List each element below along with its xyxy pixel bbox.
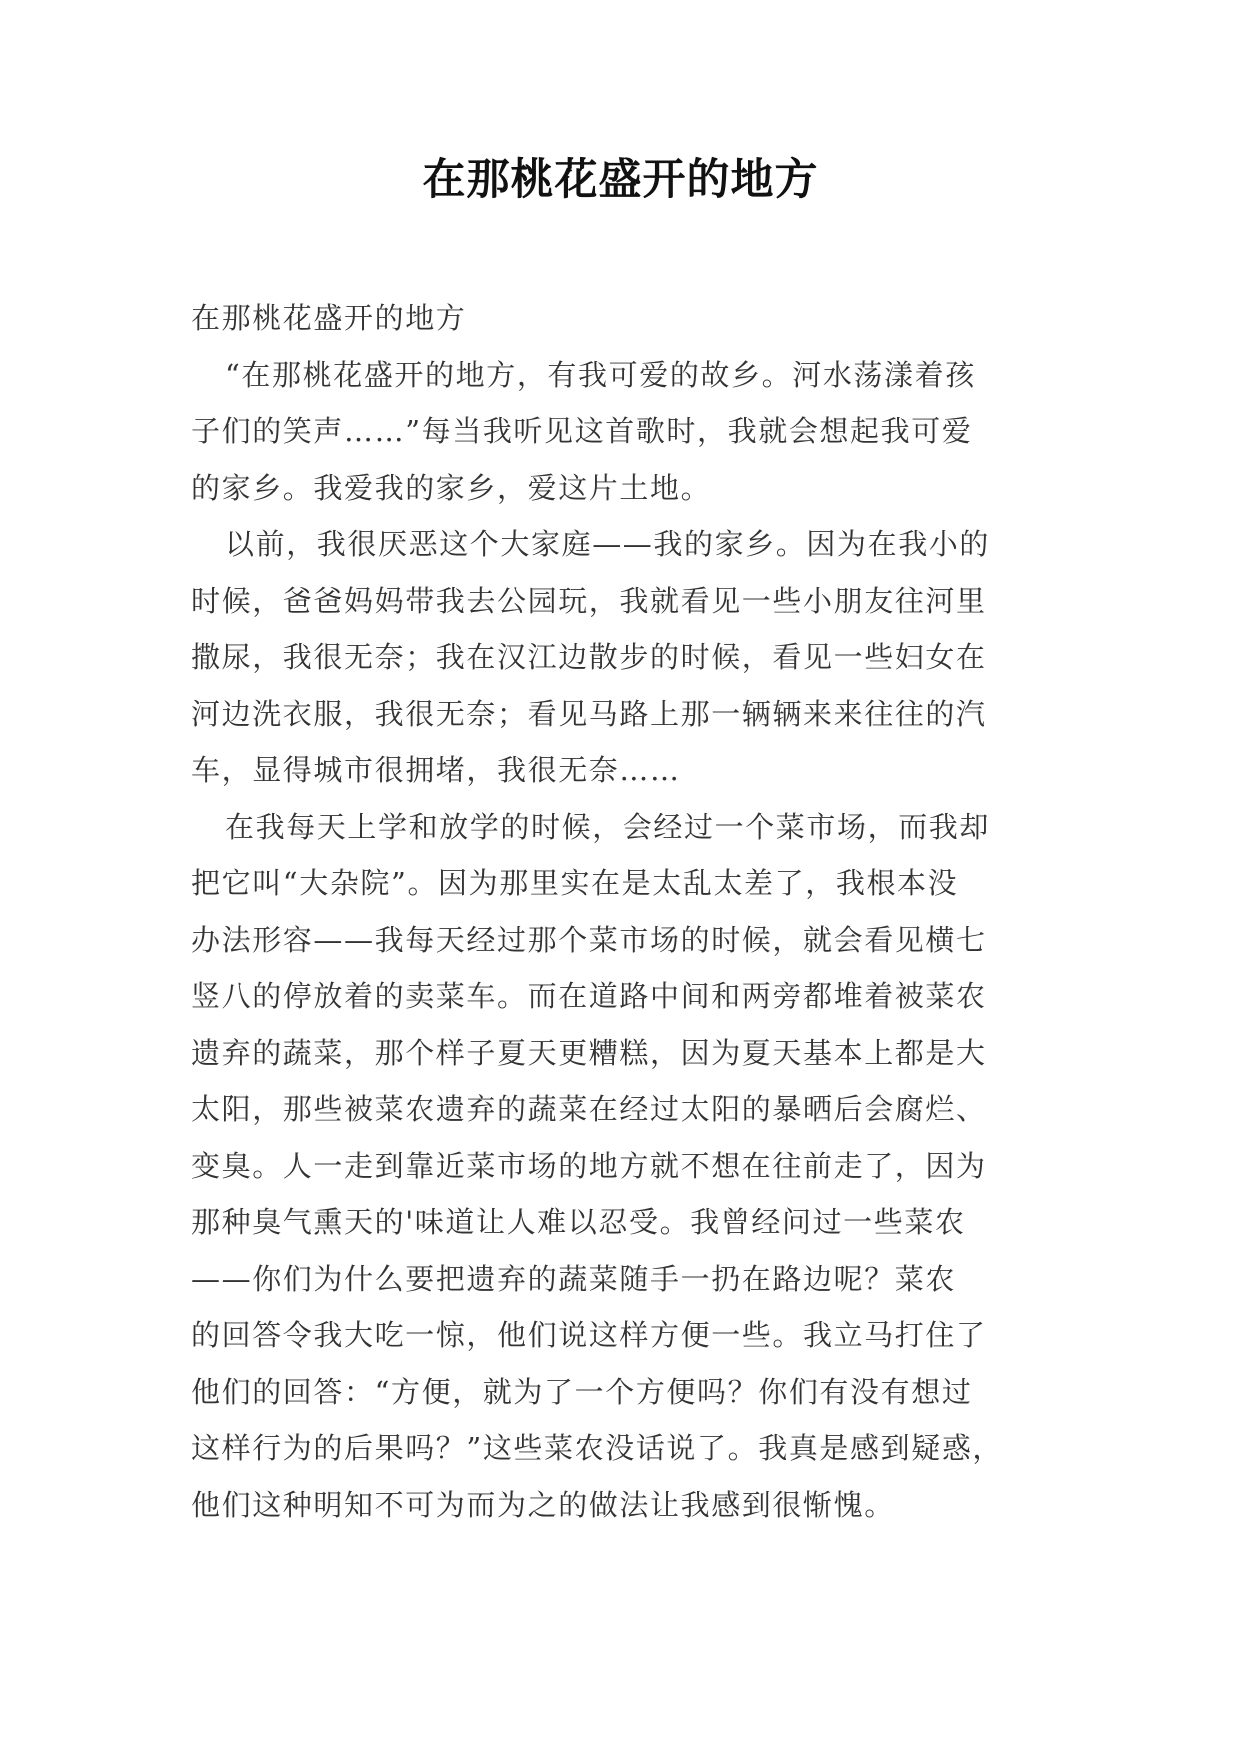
paragraph-3-line-13: 他们这种明知不可为而为之的做法让我感到很惭愧。 — [191, 1487, 895, 1522]
paragraph-3-line-12: 这样行为的后果吗？”这些菜农没话说了。我真是感到疑惑， — [191, 1431, 1004, 1465]
paragraph-3-line-8: 那种臭气熏天的'味道让人难以忍受。我曾经问过一些菜农 — [191, 1205, 966, 1239]
paragraph-1-line-2: 子们的笑声……”每当我听见这首歌时，我就会想起我可爱 — [191, 414, 973, 448]
document-body — [191, 290, 1071, 1533]
paragraph-3-line-1: 在我每天上学和放学的时候，会经过一个菜市场，而我却 — [225, 809, 991, 844]
paragraph-3-line-10: 的回答令我大吃一惊，他们说这样方便一些。我立马打住了 — [191, 1318, 987, 1352]
paragraph-2-line-5: 车，显得城市很拥堵，我很无奈…… — [191, 753, 681, 787]
paragraph-2-line-2: 时候，爸爸妈妈带我去公园玩，我就看见一些小朋友往河里 — [191, 583, 987, 618]
subtitle-line: 在那桃花盛开的地方 — [191, 301, 467, 335]
paragraph-2-line-1: 以前，我很厌恶这个大家庭——我的家乡。因为在我小的 — [225, 527, 991, 561]
paragraph-3-line-5: 遗弃的蔬菜，那个样子夏天更糟糕，因为夏天基本上都是大 — [191, 1035, 987, 1070]
paragraph-3-line-11: 他们的回答：“方便，就为了一个方便吗？你们有没有想过 — [191, 1374, 973, 1409]
paragraph-2-line-4: 河边洗衣服，我很无奈；看见马路上那一辆辆来来往往的汽 — [191, 696, 987, 731]
paragraph-3-line-3: 办法形容——我每天经过那个菜市场的时候，就会看见横七 — [191, 922, 987, 957]
paragraph-3-line-6: 太阳，那些被菜农遗弃的蔬菜在经过太阳的暴晒后会腐烂、 — [191, 1092, 987, 1126]
paragraph-1-line-3: 的家乡。我爱我的家乡，爱这片土地。 — [191, 470, 712, 505]
paragraph-1-line-1: “在那桃花盛开的地方，有我可爱的故乡。河水荡漾着孩 — [225, 357, 976, 392]
document-title: 在那桃花盛开的地方 — [422, 155, 819, 205]
paragraph-3-line-2: 把它叫“大杂院”。因为那里实在是太乱太差了，我根本没 — [191, 866, 959, 900]
paragraph-3-line-7: 变臭。人一走到靠近菜市场的地方就不想在往前走了，因为 — [191, 1148, 987, 1183]
paragraph-3-line-9: ——你们为什么要把遗弃的蔬菜随手一扔在路边呢？菜农 — [191, 1261, 957, 1296]
paragraph-3-line-4: 竖八的停放着的卖菜车。而在道路中间和两旁都堆着被菜农 — [191, 979, 987, 1013]
paragraph-2-line-3: 撒尿，我很无奈；我在汉江边散步的时候，看见一些妇女在 — [191, 640, 987, 674]
